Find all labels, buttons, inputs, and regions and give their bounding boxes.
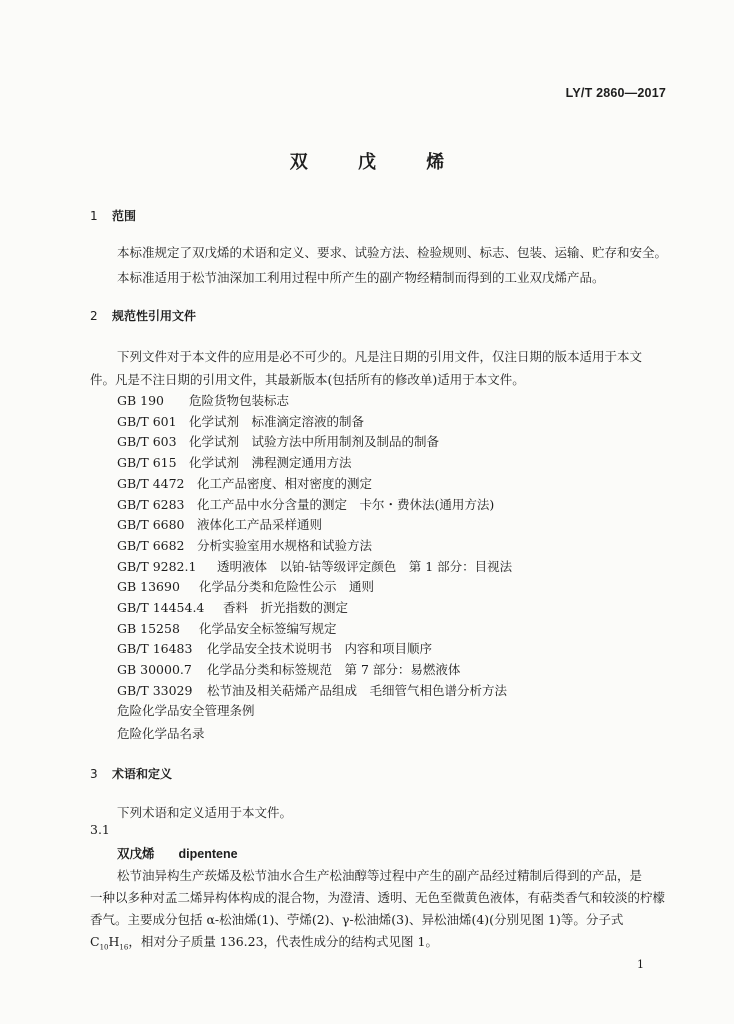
reference-item	[117, 660, 460, 678]
paragraph: 下列文件对于本文件的应用是必不可少的。凡是注日期的引用文件，仅注日期的版本适用于本文	[117, 349, 643, 364]
page-number: 1	[637, 958, 644, 971]
reference-item	[117, 515, 322, 533]
reference-item	[117, 577, 374, 595]
reference-name: 危险货物包装标志	[189, 393, 290, 408]
paragraph: 本标准适用于松节油深加工利用过程中所产生的副产物经精制而得到的工业双戊烯产品。	[117, 270, 605, 285]
reference-code: GB/T 9282.1	[117, 558, 197, 574]
reference-name: 化学试剂 试验方法中所用制剂及制品的制备	[189, 434, 440, 450]
reference-name: 松节油及相关萜烯产品组成 毛细管气相色谱分析方法	[207, 682, 508, 698]
section-number: 3	[90, 767, 98, 781]
reference-code: GB/T 603	[117, 434, 177, 450]
reference-item	[117, 639, 432, 657]
reference-code: GB 15258	[117, 620, 180, 636]
paragraph: 件。凡是不注日期的引用文件，其最新版本(包括所有的修改单)适用于本文件。	[90, 372, 525, 387]
reference-code: GB 13690	[117, 579, 180, 595]
reference-item	[117, 557, 512, 575]
formula-c: C	[90, 934, 100, 949]
section-title: 术语和定义	[112, 767, 173, 781]
section-number: 1	[90, 209, 98, 223]
reference-name: 化学品分类和标签规范 第 7 部分：易燃液体	[207, 662, 461, 678]
definition-line: 一种以多种对孟二烯异构体构成的混合物，为澄清、透明、无色至微黄色液体，有萜类香气和较淡的柠檬	[90, 890, 666, 905]
reference-code: GB/T 6283	[117, 496, 185, 512]
reference-item: 危险化学品名录	[117, 726, 205, 741]
reference-code: GB/T 601	[117, 413, 177, 429]
reference-item: 危险化学品安全管理条例	[117, 703, 255, 718]
definition-line: 松节油异构生产莰烯及松节油水合生产松油醇等过程中产生的副产品经过精制后得到的产品，是	[117, 868, 643, 883]
formula-sub: 16	[119, 943, 129, 952]
reference-item	[117, 598, 348, 616]
term-english: dipentene	[178, 847, 238, 861]
section-heading	[90, 207, 136, 224]
reference-item	[117, 536, 372, 554]
reference-code: GB 190	[117, 393, 165, 408]
section-number: 2	[90, 309, 98, 323]
section-heading	[90, 765, 172, 782]
reference-name: 化学试剂 标准滴定溶液的制备	[189, 413, 365, 429]
reference-name: 香料 折光指数的测定	[223, 600, 349, 615]
reference-name: 分析实验室用水规格和试验方法	[197, 537, 373, 553]
reference-code: GB/T 4472	[117, 475, 185, 491]
reference-item	[117, 453, 352, 471]
reference-code: GB 30000.7	[117, 662, 192, 678]
standard-code: LY/T 2860—2017	[565, 86, 666, 100]
definition-line	[90, 932, 438, 952]
reference-code: GB/T 6682	[117, 537, 185, 553]
section-title: 范围	[112, 209, 137, 223]
section-heading	[90, 307, 196, 324]
reference-item	[117, 412, 364, 430]
document-title: 双 戊 烯	[289, 152, 467, 173]
reference-code: GB/T 16483	[117, 641, 193, 657]
reference-item	[117, 474, 372, 492]
reference-name: 透明液体 以铂-钴等级评定颜色 第 1 部分：目视法	[217, 558, 513, 574]
reference-code: GB/T 14454.4	[117, 600, 205, 615]
reference-name: 化学品安全技术说明书 内容和项目顺序	[207, 641, 433, 657]
formula-h: H	[108, 934, 120, 949]
paragraph: 下列术语和定义适用于本文件。	[117, 805, 293, 820]
reference-code: GB/T 33029	[117, 682, 193, 698]
definition-text: ，相对分子质量 136.23，代表性成分的结构式见图 1。	[128, 934, 438, 949]
term-chinese: 双戊烯	[117, 846, 155, 861]
reference-name: 化学品分类和危险性公示 通则	[199, 579, 375, 595]
reference-code: GB/T 615	[117, 455, 177, 471]
section-title: 规范性引用文件	[112, 309, 197, 323]
reference-item	[117, 432, 439, 450]
paragraph: 本标准规定了双戊烯的术语和定义、要求、试验方法、检验规则、标志、包装、运输、贮存和安全。	[117, 245, 668, 260]
reference-name: 化学品安全标签编写规定	[199, 620, 337, 636]
definition-line: 香气。主要成分包括 α-松油烯(1)、苧烯(2)、γ-松油烯(3)、异松油烯(4)(分别见图 1)等。分子式	[90, 912, 624, 927]
reference-name: 化学试剂 沸程测定通用方法	[189, 455, 352, 471]
reference-name: 化工产品中水分含量的测定 卡尔・费休法(通用方法)	[197, 496, 495, 512]
reference-item	[117, 681, 507, 699]
term-entry	[117, 844, 238, 862]
reference-item	[117, 391, 289, 409]
formula-sub: 10	[99, 943, 109, 952]
reference-code: GB/T 6680	[117, 517, 185, 533]
reference-item	[117, 495, 494, 513]
reference-name: 化工产品密度、相对密度的测定	[197, 475, 373, 491]
reference-item	[117, 619, 337, 637]
clause-number: 3.1	[90, 822, 110, 837]
reference-name: 液体化工产品采样通则	[197, 517, 323, 533]
